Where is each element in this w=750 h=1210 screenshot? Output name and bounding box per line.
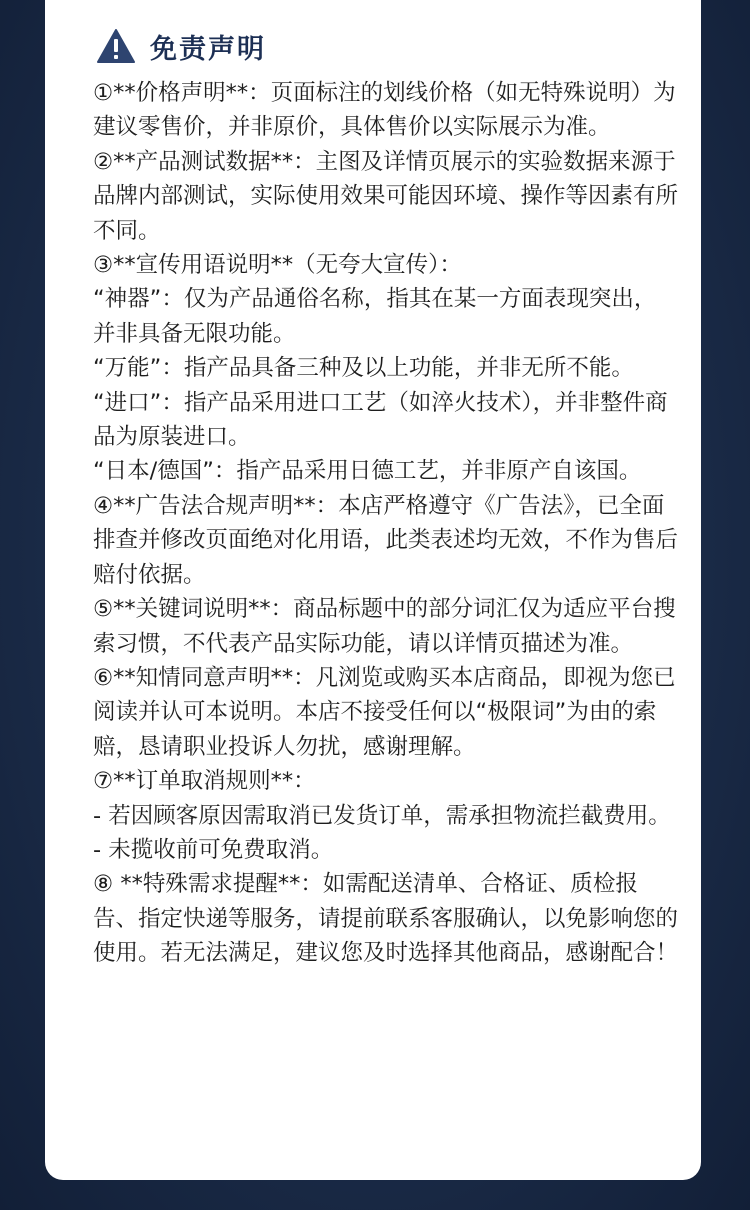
clause-informed-consent: ⑥**知情同意声明**：凡浏览或购买本店商品，即视为您已阅读并认可本说明。本店不接受任何以“极限词”为由的索赔，恳请职业投诉人勿扰，感谢理解。	[93, 664, 676, 760]
term-shenqi: “神器”：仅为产品通俗名称，指其在某一方面表现突出，并非具备无限功能。	[93, 286, 657, 347]
warning-icon	[96, 28, 136, 64]
clause-promo-terms: ③**宣传用语说明**（无夸大宣传）：	[93, 252, 462, 279]
clause-price-statement: ①**价格声明**：页面标注的划线价格（如无特殊说明）为建议零售价，并非原价，具体售价以实际展示为准。	[93, 80, 676, 141]
term-japan-germany: “日本/德国”：指产品采用日德工艺，并非原产自该国。	[93, 458, 642, 485]
disclaimer-content	[93, 76, 678, 971]
cancel-rule-shipped: - 若因顾客原因需取消已发货订单，需承担物流拦截费用。	[93, 802, 671, 829]
term-jinkou: “进口”：指产品采用进口工艺（如淬火技术），并非整件商品为原装进口。	[93, 389, 668, 451]
clause-ad-law: ④**广告法合规声明**：本店严格遵守《广告法》，已全面排查并修改页面绝对化用语，此类表述均无效，不作为售后赔付依据。	[93, 492, 679, 588]
cancel-rule-unshipped: - 未揽收前可免费取消。	[93, 836, 334, 863]
term-wanneng: “万能”：指产品具备三种及以上功能，并非无所不能。	[93, 355, 634, 382]
disclaimer-title: 免责声明	[150, 33, 266, 65]
clause-test-data: ②**产品测试数据**：主图及详情页展示的实验数据来源于品牌内部测试，实际使用效果可能因环境、操作等因素有所不同。	[93, 148, 679, 244]
disclaimer-header	[96, 24, 266, 68]
clause-keywords: ⑤**关键词说明**：商品标题中的部分词汇仅为适应平台搜索习惯，不代表产品实际功能，请以详情页描述为准。	[93, 596, 676, 657]
clause-order-cancel: ⑦**订单取消规则**：	[93, 768, 316, 795]
clause-special-requests: ⑧ **特殊需求提醒**：如需配送清单、合格证、质检报告、指定快递等服务，请提前联系客服确认，以免影响您的使用。若无法满足，建议您及时选择其他商品，感谢配合！	[93, 871, 679, 967]
